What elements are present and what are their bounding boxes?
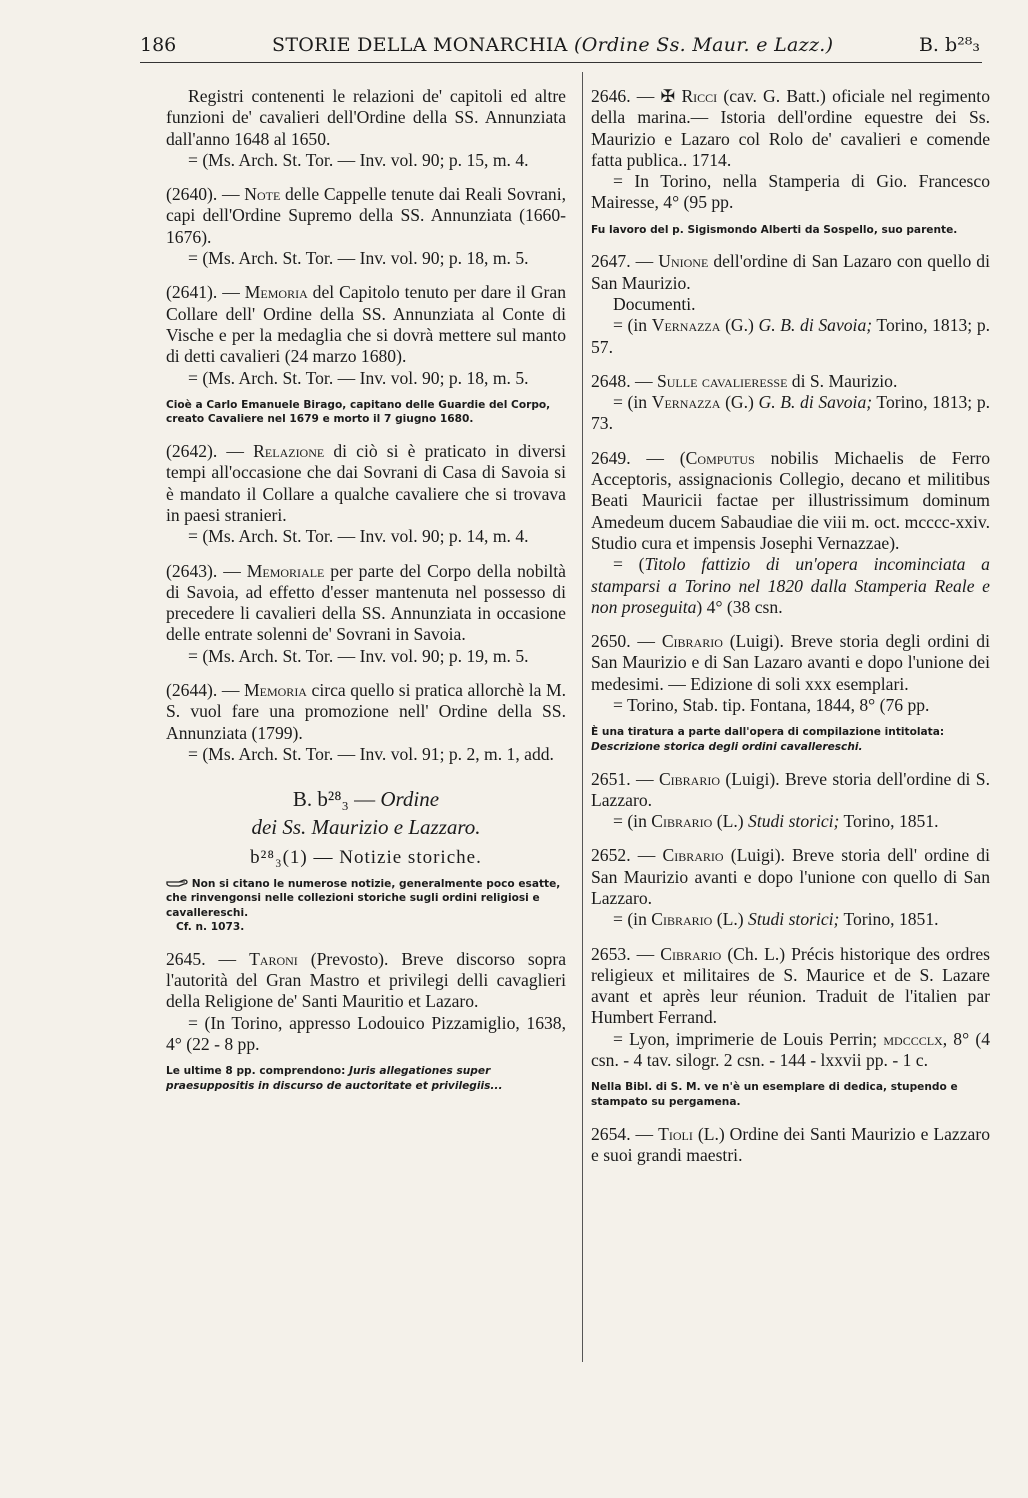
entry-keyword: Memoria [244,282,308,303]
entry-text: dell'ordine di San Lazaro con quello di San Maurizio. [591,251,990,293]
entry-keyword: Cibrario [661,631,723,652]
src-title: G. B. di Savoia; [758,315,873,336]
entry-number: 2653. — [591,943,661,964]
entry-source: = (Ms. Arch. St. Tor. — Inv. vol. 90; p. 15, m. 4. [188,149,529,170]
entry-keyword: Computus [685,447,755,468]
src-c: Torino, 1813; p. 73. [591,392,991,434]
entry-keyword: Relazione [253,441,325,462]
entry-number: (2640). — [166,184,245,205]
entry-registri [166,86,566,171]
entry-number: (2643). — [166,560,247,581]
entry-source [591,392,990,435]
entry-2645 [166,949,566,1055]
entry-text: (cav. G. Batt.) oficiale nel regimento della marina.— Istoria dell'ordine equestre dei Ss. Maurizio e Lazaro col Rolo de' cavalieri e comende fatta publica.. 1714. [591,86,990,170]
entry-source [591,315,990,358]
src-a: = Lyon, imprimerie de Louis Perrin; [613,1028,884,1049]
entry-source: = (In Torino, appresso Lodouico Pizzamiglio, 1638, 4° (22 - 8 pp. [166,1012,566,1055]
entry-text: per parte del Corpo della nobiltà di Savoia, ad effetto d'esser mantenuta nel possesso di precedere li cavalieri della SS. Annunziata in occasione delle entrate solenni de' Sovrani in Savoia. [166,560,566,645]
entry-keyword: Tioli [658,1123,693,1144]
entry-number: 2647. — [591,251,659,272]
page-header [140,34,980,60]
entry-note: Nella Bibl. di S. M. ve n'è un esemplare di dedica, stupendo e stampato su pergamena. [591,1081,958,1108]
entry-keyword: Ricci [681,86,718,106]
section-ref: B. b²⁸₃ [918,34,980,56]
entry-text: Registri contenenti le relazioni de' capitoli ed altre funzioni de' cavalieri dell'Ordine della SS. Annunziata dall'anno 1648 al 1650. [166,86,566,149]
entry-2640 [166,184,566,269]
running-title-main: STORIE DELLA MONARCHIA [272,34,575,56]
entry-text: (Luigi). Breve storia degli ordini di San Maurizio e di San Lazaro avanti e dopo l'unione dei medesimi. — Edizione di soli xxx esemplari. [591,631,990,694]
entry-number: (2644). — [166,680,244,701]
left-column [166,86,566,1108]
src-a: = (in [613,811,652,832]
running-title-italic: (Ordine Ss. Maur. e Lazz.) [574,34,834,56]
entry-2641 [166,282,566,388]
entry-2642 [166,441,566,547]
entry-keyword: Cibrario [660,943,722,964]
src-b: (L.) [712,811,749,832]
src-c: Torino, 1851. [839,909,939,930]
entry-source [591,909,990,930]
src-author: Cibrario [651,909,713,930]
src-author: Vernazza [651,315,721,336]
src-b: , 8° (4 csn. - 4 tav. silogr. 2 csn. - 144 - lxxvii pp. - 1 c. [591,1028,990,1071]
column-divider [582,72,583,1362]
entry-keyword: Memoriale [246,560,325,581]
entry-2643 [166,561,566,667]
src-c: Torino, 1813; p. 57. [591,315,991,357]
entry-keyword: Memoria [244,680,307,701]
entry-2651 [591,769,990,833]
src-c: Torino, 1851. [839,811,939,832]
entry-2650 [591,631,990,716]
section-title-b: dei Ss. Maurizio e Lazzaro. [251,815,481,840]
entry-number: 2650. — [591,631,662,652]
entry-keyword: Note [244,184,281,205]
entry-text: del Capitolo tenuto per dare il Gran Collare dell' Ordine della SS. Annunziata al Conte di Vische e per la medaglia che si dovrà mettere sul manto di detti cavalieri (24 marzo 1680). [166,282,566,367]
subsection-heading: b²⁸₃(1) — Notizie storiche. [250,847,482,869]
note-italic: Juris allegationes super praesuppositis in discurso de auctoritate et privilegiis... [166,1065,503,1092]
entry-text: di S. Maurizio. [787,370,898,391]
entry-number: (2641). — [166,282,245,303]
hand-note [166,877,566,935]
entry-source: = Torino, Stab. tip. Fontana, 1844, 8° (76 pp. [613,695,930,716]
src-author: Cibrario [651,811,713,832]
entry-text: (Luigi). Breve storia dell'ordine di S. Lazzaro. [591,768,990,810]
section-title-a: Ordine [380,787,440,812]
entry-text: (Ch. L.) Précis historique des ordres religieux et militaires de S. Maurice et de S. Lazare avant et après leur réunion. Traduit de l'italien par Humbert Ferrand. [591,943,990,1028]
entry-text: circa quello si pratica allorchè la M. S. vuol fare una promozione nell' Ordine della SS. Annunziata (1799). [166,680,566,743]
right-column [591,86,990,1179]
entry-text: (L.) Ordine dei Santi Maurizio e Lazzaro e suoi grandi maestri. [591,1123,990,1165]
entry-keyword: Cibrario [658,768,721,789]
entry-number: 2648. — [591,370,657,391]
src-a: = (in [613,392,652,413]
entry-2646 [591,86,990,214]
src-b: ) 4° (38 csn. [696,596,783,617]
entry-number: 2654. — [591,1123,659,1144]
entry-text: delle Cappelle tenute dai Reali Sovrani, capi dell'Ordine Supremo della SS. Annunziata (1660-1676). [166,184,566,247]
entry-source [591,554,990,618]
entry-source: = (Ms. Arch. St. Tor. — Inv. vol. 90; p. 18, m. 5. [188,367,529,388]
running-title [272,34,833,56]
src-b: (G.) [720,315,759,336]
entry-source [591,811,990,832]
entry-keyword: Sulle cavalieresse [656,370,788,391]
entry-keyword: Cibrario [662,845,724,866]
src-b: (G.) [720,392,759,413]
src-a: = (in [613,315,652,336]
note-text: Le ultime 8 pp. comprendono: [166,1065,350,1078]
entry-number: 2652. — [591,845,663,866]
entry-source [591,1029,990,1072]
entry-source: = (Ms. Arch. St. Tor. — Inv. vol. 90; p. 19, m. 5. [188,645,529,666]
entry-number: 2651. — [591,768,659,789]
pointing-hand-icon [166,879,188,889]
entry-keyword: Taroni [249,948,298,969]
entry-number: 2646. — ✠ [591,86,682,106]
entry-2653 [591,944,990,1072]
section-heading [166,785,566,841]
entry-note: Fu lavoro del p. Sigismondo Alberti da Sospello, suo parente. [591,223,958,236]
entry-number: 2649. — ( [591,447,686,468]
note-italic: Descrizione storica degli ordini cavallereschi. [591,740,863,753]
entry-note: Cioè a Carlo Emanuele Birago, capitano delle Guardie del Corpo, creato Cavaliere nel 1679 e morto il 7 giugno 1680. [166,398,551,426]
entry-2648 [591,371,990,435]
src-title: Titolo fattizio di un'opera incominciata a stamparsi a Torino nel 1820 dalla Stamperia Reale e non proseguita [591,554,990,617]
entry-source: = (Ms. Arch. St. Tor. — Inv. vol. 91; p. 2, m. 1, add. [188,743,554,764]
entry-note [591,725,990,754]
src-title: G. B. di Savoia; [758,392,873,413]
src-a: = ( [613,554,645,575]
entry-2647 [591,251,990,357]
entry-2644 [166,680,566,765]
page-number: 186 [140,34,177,56]
entry-2652 [591,845,990,930]
entry-2654 [591,1124,990,1167]
hand-note-cf: Cf. n. 1073. [176,921,245,934]
entry-keyword: Unione [658,251,709,272]
section-code: B. b²⁸₃ — [292,787,381,812]
src-a: = (in [613,909,652,930]
entry-note [166,1064,566,1093]
header-rule [140,62,982,63]
entry-source: = (Ms. Arch. St. Tor. — Inv. vol. 90; p. 18, m. 5. [188,248,529,269]
src-year: mdccclx [883,1028,943,1049]
entry-source: = (Ms. Arch. St. Tor. — Inv. vol. 90; p. 14, m. 4. [188,526,529,547]
note-text: È una tiratura a parte dall'opera di compilazione intitolata: [591,726,945,739]
src-author: Vernazza [651,392,721,413]
entry-number: (2642). — [166,441,254,462]
entry-2649 [591,448,990,618]
src-title: Studi storici; [748,909,840,930]
entry-number: 2645. — [166,948,250,969]
entry-documents: Documenti. [613,293,696,314]
entry-text: di ciò si è praticato in diversi tempi all'occasione che dai Sovrani di Casa di Savoia si è mandato il Collare a qualche cavaliere che si trovava in paesi stranieri. [166,441,566,525]
hand-note-text: Non si citano le numerose notizie, generalmente poco esatte, che rinvengonsi nelle collezioni storiche sugli ordini religiosi e cavallereschi. [166,877,561,919]
entry-text: nobilis Michaelis de Ferro Acceptoris, assignacionis Collegio, decano et militibus Beati Mauricii factae per illustrissimum dominum Amedeum ducem Sabaudiae die viii m. oct. mcccc-xxiv. Studio cura et impensis Josephi Vernazzae). [591,447,990,553]
src-b: (L.) [712,909,749,930]
entry-text: (Luigi). Breve storia dell' ordine di San Maurizio avanti e dopo l'unione con quello di San Lazzaro. [591,845,990,908]
entry-source: = In Torino, nella Stamperia di Gio. Francesco Mairesse, 4° (95 pp. [591,171,990,213]
src-title: Studi storici; [748,811,840,832]
entry-text: (Prevosto). Breve discorso sopra l'autorità del Gran Mastro et privilegi delli cavaglieri della Religione de' Santi Mauritio et Lazaro. [166,948,567,1012]
